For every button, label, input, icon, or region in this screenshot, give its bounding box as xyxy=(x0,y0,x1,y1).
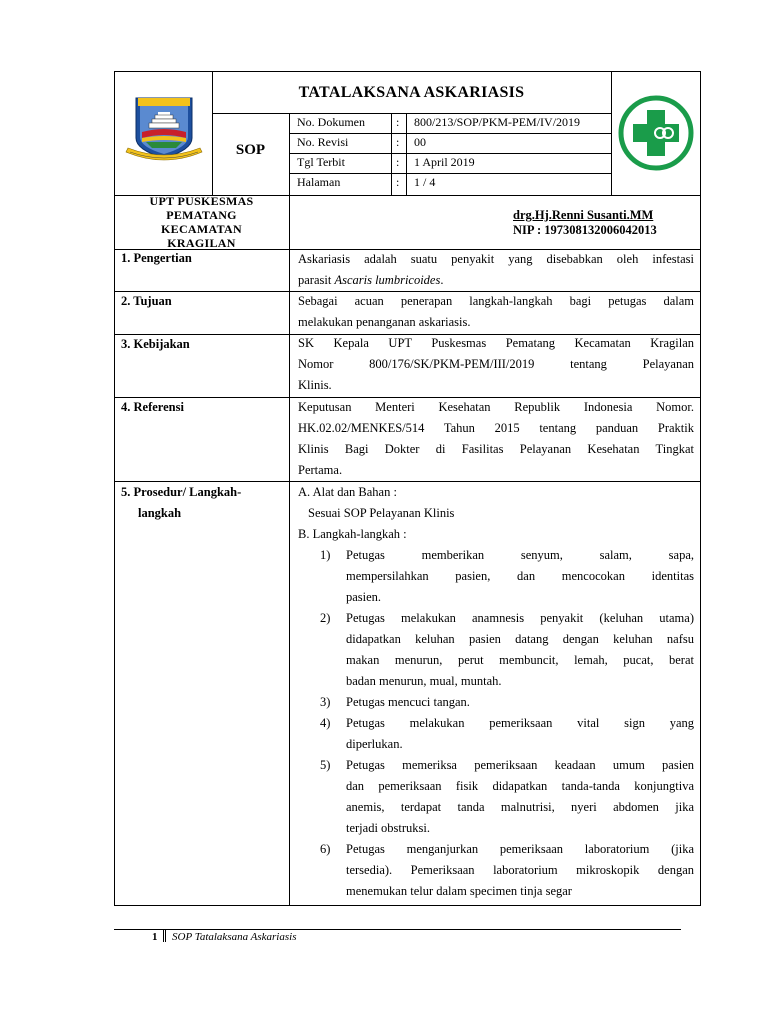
institution-line: UPT PUSKESMAS xyxy=(149,194,254,208)
step-line: anemis, terdapat tanda malnutrisi, nyeri abdomen jika xyxy=(346,800,694,814)
section-label-tujuan: 2. Tujuan xyxy=(121,294,172,308)
publish-date: 1 April 2019 xyxy=(414,155,475,169)
footer-rule xyxy=(114,929,681,930)
body-line: Pertama. xyxy=(298,463,343,477)
step-line: Petugas memeriksa pemeriksaan keadaan umum pasien xyxy=(346,758,694,772)
step-line: tersedia). Pemeriksaan laboratorium mikroskopik dengan xyxy=(346,863,694,877)
step-number: 6) xyxy=(320,842,331,856)
institution-line: KECAMATAN xyxy=(161,222,242,236)
list-item xyxy=(298,692,694,713)
footer-divider xyxy=(163,929,166,942)
grid-line xyxy=(289,153,611,154)
step-number: 3) xyxy=(320,695,331,709)
step-line: makan menurun, perut membuncit, lemah, pucat, berat xyxy=(346,653,694,667)
document-title: TATALAKSANA ASKARIASIS xyxy=(298,84,525,101)
step-line: Petugas melakukan anamnesis penyakit (keluhan utama) xyxy=(346,611,694,625)
regency-emblem-icon xyxy=(124,92,204,166)
step-number: 4) xyxy=(320,716,331,730)
body-line: Klinis Bagi Dokter di Fasilitas Pelayanan Kesehatan Tingkat xyxy=(298,442,694,456)
body-text-span: . xyxy=(440,273,444,287)
grid-line xyxy=(406,113,407,195)
procedure-steps xyxy=(298,545,694,902)
step-line: Petugas memberikan senyum, salam, sapa, xyxy=(346,548,694,562)
section-label-kebijakan: 3. Kebijakan xyxy=(121,337,190,351)
section-body-tujuan xyxy=(298,291,694,333)
signatory-name: drg.Hj.Renni Susanti.MM xyxy=(513,208,654,222)
subsection-a-text: Sesuai SOP Pelayanan Klinis xyxy=(308,506,455,520)
step-line: mempersilahkan pasien, dan mencocokan identitas xyxy=(346,569,694,583)
step-number: 1) xyxy=(320,548,331,562)
list-item xyxy=(298,545,694,608)
document-number: 800/213/SOP/PKM-PEM/IV/2019 xyxy=(414,115,581,129)
subsection-b-label: B. Langkah-langkah : xyxy=(298,527,407,541)
list-item xyxy=(298,713,694,755)
meta-label: No. Revisi xyxy=(297,135,349,149)
section-label-pengertian: 1. Pengertian xyxy=(121,251,192,265)
step-line: badan menurun, mual, muntah. xyxy=(346,674,502,688)
meta-label: Halaman xyxy=(297,175,341,189)
section-body-prosedur xyxy=(298,482,694,902)
grid-line xyxy=(611,71,612,195)
subsection-a-label: A. Alat dan Bahan : xyxy=(298,485,397,499)
body-line: Klinis. xyxy=(298,378,332,392)
revision-number: 00 xyxy=(414,135,426,149)
step-line: pasien. xyxy=(346,590,382,604)
footer-page-number: 1 xyxy=(152,931,158,943)
institution-line: PEMATANG xyxy=(166,208,237,222)
list-item xyxy=(298,755,694,839)
meta-sep: : xyxy=(396,135,400,149)
page-count: 1 / 4 xyxy=(414,175,436,189)
step-line: dan pemeriksaan fisik didapatkan tanda-tanda konjungtiva xyxy=(346,779,694,793)
meta-sep: : xyxy=(396,175,400,189)
grid-line xyxy=(289,133,611,134)
step-number: 5) xyxy=(320,758,331,772)
section-label-prosedur xyxy=(121,482,241,524)
institution-line: KRAGILAN xyxy=(167,236,236,250)
body-line: Nomor 800/176/SK/PKM-PEM/III/2019 tentang Pelayanan xyxy=(298,357,694,371)
institution-name xyxy=(114,194,289,250)
list-item xyxy=(298,608,694,692)
body-line: HK.02.02/MENKES/514 Tahun 2015 tentang panduan Praktik xyxy=(298,421,694,435)
body-line: Askariasis adalah suatu penyakit yang disebabkan oleh infestasi xyxy=(298,252,694,266)
grid-line xyxy=(289,195,290,906)
step-line: Petugas mencuci tangan. xyxy=(346,695,470,709)
section-label-line: 5. Prosedur/ Langkah- xyxy=(121,485,242,499)
meta-sep: : xyxy=(396,155,400,169)
footer-title: SOP Tatalaksana Askariasis xyxy=(172,931,297,943)
step-line: terjadi obstruksi. xyxy=(346,821,431,835)
step-line: diperlukan. xyxy=(346,737,403,751)
grid-line xyxy=(289,173,611,174)
body-line: Keputusan Menteri Kesehatan Republik Indonesia Nomor. xyxy=(298,400,694,414)
meta-label: No. Dokumen xyxy=(297,115,365,129)
list-item xyxy=(298,839,694,902)
body-line: Sebagai acuan penerapan langkah-langkah bagi petugas dalam xyxy=(298,294,694,308)
species-name: Ascaris lumbricoides xyxy=(334,273,441,287)
section-body-pengertian xyxy=(298,249,694,291)
grid-line xyxy=(212,113,611,114)
body-text-span: parasit xyxy=(298,273,335,287)
step-line: menemukan telur dalam specimen tinja segar xyxy=(346,884,572,898)
step-line: Petugas melakukan pemeriksaan vital sign yang xyxy=(346,716,694,730)
step-number: 2) xyxy=(320,611,331,625)
sop-label: SOP xyxy=(235,142,266,158)
step-line: didapatkan keluhan pasien datang dengan keluhan nafsu xyxy=(346,632,694,646)
section-label-referensi: 4. Referensi xyxy=(121,400,184,414)
puskesmas-logo-icon xyxy=(617,94,695,172)
section-label-line: langkah xyxy=(138,506,182,520)
signatory-nip: NIP : 197308132006042013 xyxy=(513,223,657,237)
signatory-block xyxy=(513,208,657,238)
grid-line xyxy=(391,113,392,195)
meta-sep: : xyxy=(396,115,400,129)
body-line: SK Kepala UPT Puskesmas Pematang Kecamatan Kragilan xyxy=(298,336,694,350)
meta-label: Tgl Terbit xyxy=(297,155,345,169)
body-line xyxy=(298,270,694,291)
section-body-referensi xyxy=(298,397,694,481)
section-body-kebijakan xyxy=(298,333,694,396)
step-line: Petugas menganjurkan pemeriksaan laboratorium (jika xyxy=(346,842,694,856)
body-line: melakukan penanganan askariasis. xyxy=(298,315,471,329)
grid-line xyxy=(289,113,290,195)
